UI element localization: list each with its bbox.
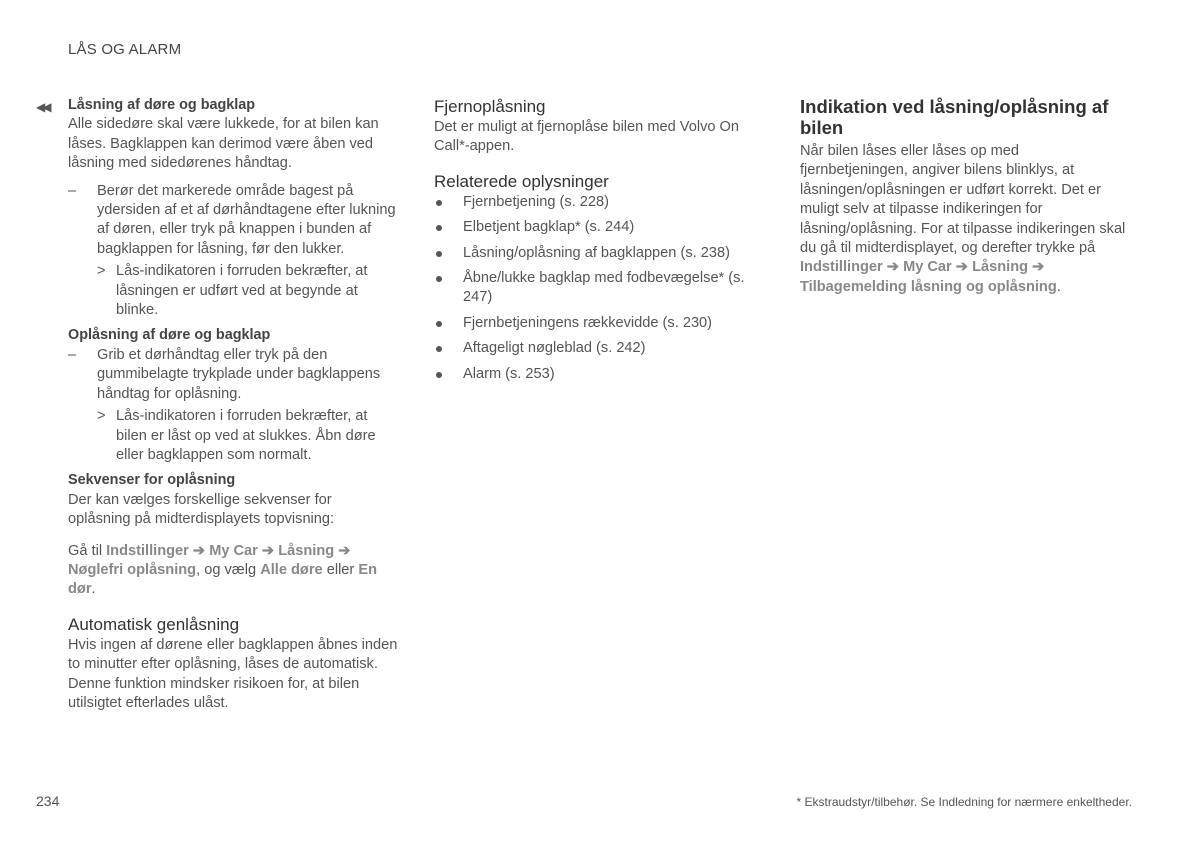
related-link[interactable]: [434, 365, 764, 384]
arrow-right-icon: ➔: [338, 542, 351, 559]
dash-marker: –: [68, 182, 77, 199]
double-chevron-left-icon: ◀◀: [36, 100, 49, 114]
locking-step: [68, 182, 398, 260]
menu-my-car: My Car: [903, 259, 952, 276]
menu-my-car: My Car: [209, 542, 258, 559]
path-or: eller: [322, 561, 359, 578]
unlocking-step: [68, 346, 398, 404]
sequences-text: Der kan vælges forskellige sekvenser for oplåsning på midterdisplayets topvisning:: [68, 491, 335, 528]
page-number: 234: [36, 793, 60, 809]
related-link-text: Åbne/lukke bagklap med fodbevægelse* (s. 247): [463, 270, 745, 306]
menu-settings: Indstillinger: [800, 259, 883, 276]
unlocking-step-text: Grib et dørhåndtag eller tryk på den gummibelagte trykplade under bagklappens håndtag for oplåsning.: [97, 346, 381, 402]
section-heading-related-info: Relaterede oplysninger: [434, 171, 609, 191]
bullet-icon: [436, 200, 442, 206]
option-one-door: En dør: [68, 561, 377, 598]
related-link[interactable]: [434, 193, 764, 212]
arrow-right-icon: ➔: [192, 542, 206, 559]
remote-unlock-text: Det er muligt at fjernoplåse bilen med Volvo On Call*-appen.: [434, 119, 740, 155]
arrow-right-icon: ➔: [955, 259, 969, 276]
unlocking-result-text: Lås-indikatoren i forruden bekræfter, at bilen er låst op ved at slukkes. Åbn døre eller bagklappen som normalt.: [116, 408, 376, 463]
related-link[interactable]: [434, 314, 764, 333]
indication-body: Når bilen låses eller låses op med fjernbetjeningen, angiver bilens blinklys, at låsningen/oplåsningen er udført korrekt. Det er muligt selv at tilpasse indikeringen for låsning/oplåsning. For at tilpasse indikeringen skal du gå til midterdisplayet, og derefter trykke på: [800, 143, 1126, 257]
arrow-right-icon: ➔: [1032, 259, 1045, 276]
bullet-icon: [436, 251, 442, 257]
locking-step-text: Berør det markerede område bagest på ydersiden af et af dørhåndtagene efter lukning af døren, eller tryk på knappen i bunden af bagklappen for låsning, før den lukker.: [97, 182, 396, 257]
related-info-list: [434, 193, 764, 384]
related-link[interactable]: [434, 339, 764, 358]
bullet-icon: [436, 346, 442, 352]
path-mid: , og vælg: [196, 561, 261, 578]
path-end: .: [1056, 278, 1061, 295]
menu-keyless-unlocking: Nøglefri oplåsning: [68, 561, 197, 578]
result-marker: >: [97, 408, 106, 425]
footnote: * Ekstraudstyr/tilbehør. Se Indledning for nærmere enkeltheder.: [796, 795, 1132, 809]
locking-text: Alle sidedøre skal være lukkede, for at bilen kan låses. Bagklappen kan derimod være åben ved låsning med sidedørenes håndtag.: [68, 116, 379, 172]
column-middle: [434, 96, 764, 390]
dash-marker: –: [68, 346, 77, 363]
bullet-icon: [436, 276, 442, 282]
column-left: [68, 96, 398, 713]
related-link[interactable]: [434, 244, 764, 263]
bullet-icon: [436, 372, 442, 378]
option-all-doors: Alle døre: [260, 561, 323, 578]
menu-locking: Låsning: [278, 542, 335, 559]
related-link-text: Alarm (s. 253): [463, 365, 555, 382]
auto-relock-text: Hvis ingen af dørene eller bagklappen åbnes inden to minutter efter oplåsning, låses de automatisk. Denne funktion mindsker risikoen for, at bilen utilsigtet efterlades ulåst.: [68, 636, 398, 711]
related-link-text: Låsning/oplåsning af bagklappen (s. 238): [463, 244, 730, 261]
related-link-text: Fjernbetjeningens rækkevidde (s. 230): [463, 314, 713, 331]
sequences-menu-path: [68, 542, 398, 600]
path-prefix: Gå til: [68, 542, 107, 559]
arrow-right-icon: ➔: [886, 259, 899, 276]
result-marker: >: [97, 263, 106, 280]
related-link-text: Aftageligt nøgleblad (s. 242): [463, 340, 646, 357]
menu-settings: Indstillinger: [106, 542, 189, 559]
related-link[interactable]: [434, 218, 764, 237]
menu-lock-feedback: Tilbagemelding låsning og oplåsning: [800, 278, 1057, 295]
path-end: .: [91, 581, 96, 598]
bullet-icon: [436, 225, 442, 231]
section-heading-indication: Indikation ved låsning/oplåsning af bilen: [800, 96, 1109, 138]
related-link-text: Fjernbetjening (s. 228): [463, 193, 610, 210]
bullet-icon: [436, 321, 442, 327]
section-heading-auto-relock: Automatisk genlåsning: [68, 614, 240, 634]
related-link[interactable]: [434, 269, 764, 308]
chapter-title: LÅS OG ALARM: [68, 41, 182, 58]
indication-text: [800, 142, 1130, 297]
section-heading-sequences: Sekvenser for oplåsning: [68, 472, 236, 489]
column-right: [800, 96, 1130, 297]
arrow-right-icon: ➔: [261, 542, 275, 559]
unlocking-result: [68, 407, 398, 465]
locking-result: [68, 262, 398, 320]
section-heading-remote-unlock: Fjernoplåsning: [434, 97, 546, 116]
menu-locking: Låsning: [972, 259, 1029, 276]
related-link-text: Elbetjent bagklap* (s. 244): [463, 219, 635, 236]
section-heading-locking: Låsning af døre og bagklap: [68, 97, 256, 113]
section-heading-unlocking: Oplåsning af døre og bagklap: [68, 327, 271, 344]
locking-result-text: Lås-indikatoren i forruden bekræfter, at låsningen er udført ved at begynde at blinke.: [116, 263, 368, 319]
